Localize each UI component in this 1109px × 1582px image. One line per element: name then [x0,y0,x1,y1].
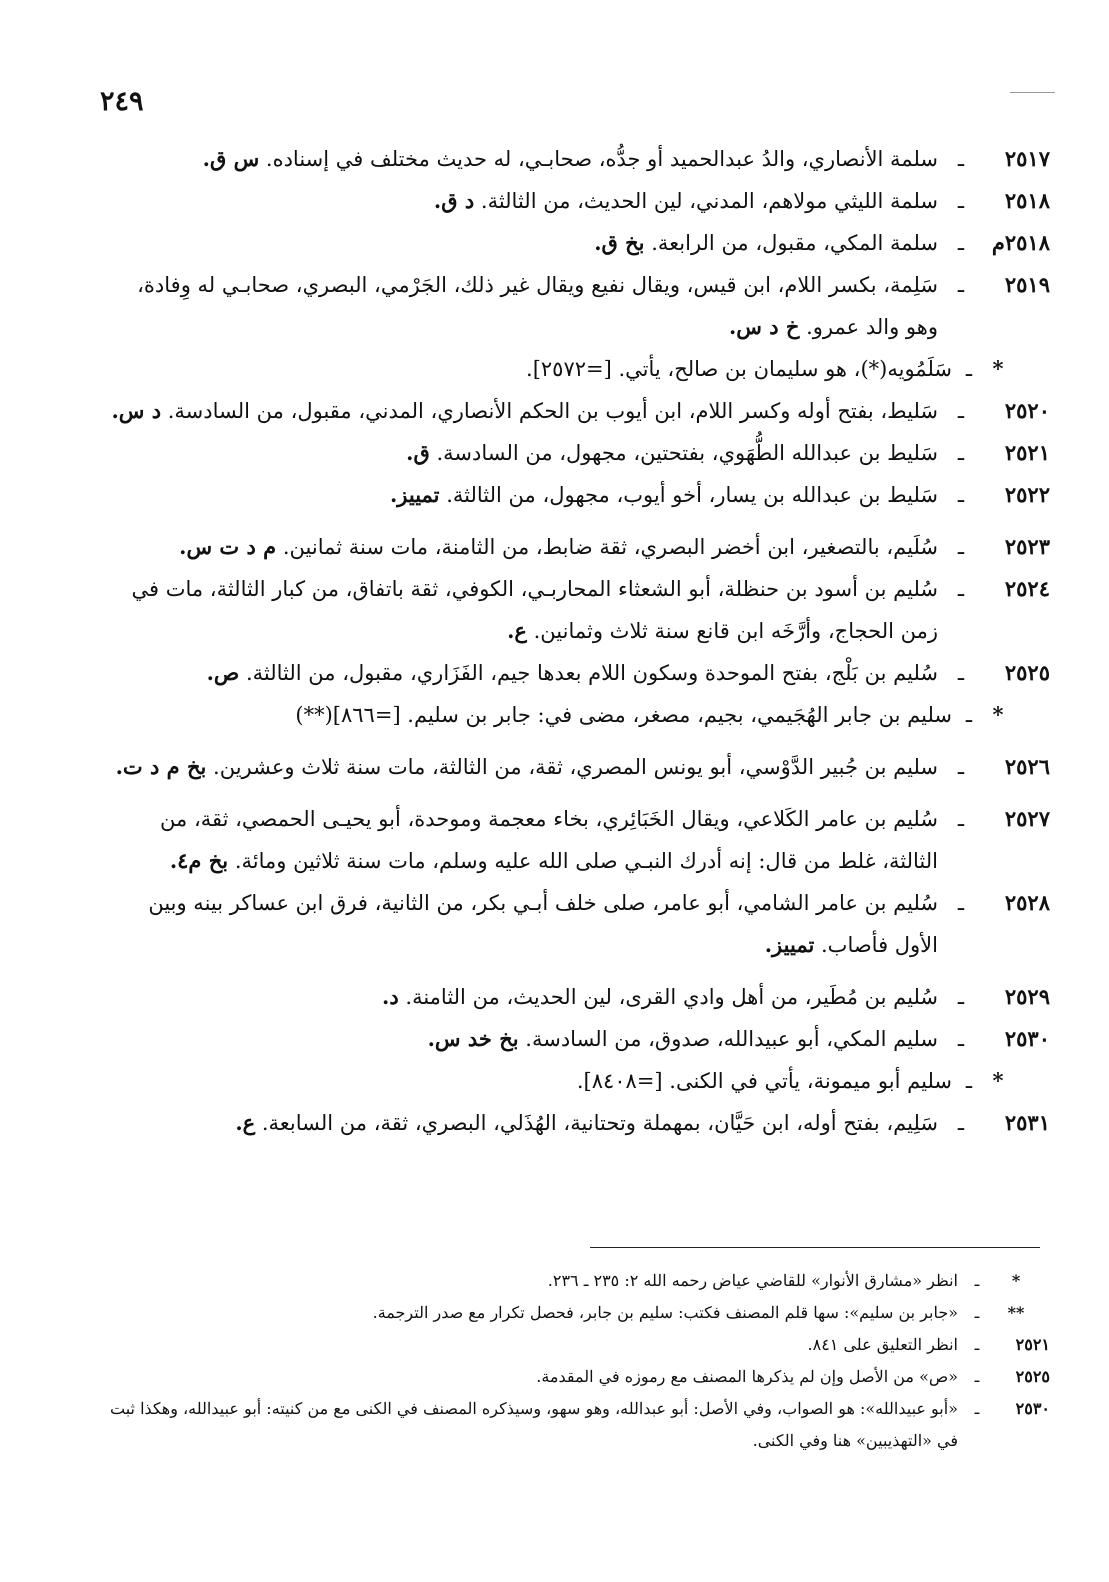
entry-text: سَليط بن عبدالله الطُّهَوي، بفتحتين، مجهول، من السادسة. [436,441,938,465]
footnote [100,1265,1050,1297]
cross-reference-entry [100,1060,1050,1102]
footnote-number: * [1011,1271,1021,1290]
entry-text: سلمة الليثي مولاهم، المدني، لين الحديث، من الثالثة. [480,189,938,213]
entry-number: ٢٥٣٠ [1004,1026,1050,1051]
cross-reference-entry [100,694,1050,736]
narrator-entry [100,652,1050,694]
entry-dash: ـ [957,985,965,1009]
header-rule [1010,92,1055,93]
entry-dash: ـ [957,1027,965,1051]
source-symbols: بخ م٤. [169,848,229,873]
footnote-text: «ص» من الأصل وإن لم يذكرها المصنف مع رموزه في المقدمة. [536,1367,958,1386]
narrator-entry [100,1102,1050,1144]
entry-text-block [100,180,938,222]
entry-dash: ـ [957,661,965,685]
source-symbols: د س. [111,398,162,423]
entry-dash: ـ [957,399,965,423]
source-symbols: ع. [235,1110,256,1135]
narrator-entry [100,976,1050,1018]
cross-reference-entry [100,348,1050,390]
entry-text-block [100,746,938,788]
source-symbols: س ق. [202,146,260,171]
asterisk-marker: * [992,356,1004,381]
footnote-dash: ـ [974,1399,980,1418]
entry-text: سُليم بن عامر الكَلاعي، ويقال الخَبَائِري، بخاء معجمة وموحدة، أبو يحيـى الحمصي، ثقة، من الثالثة، غلط من قال: إنه أدرك النبـي صلى الله عليه وسلم، مات سنة ثلاثين ومائة. [160,807,938,873]
narrator-entry [100,264,1050,348]
entry-text: سليم أبو ميمونة، يأتي في الكنى. [=٨٤٠٨]. [576,1069,952,1093]
narrator-entry [100,882,1050,966]
source-symbols: م د ت س. [179,534,277,559]
entry-text-block [100,526,938,568]
source-symbols: د ق. [433,188,475,213]
footnote-text: انظر «مشارق الأنوار» للقاضي عياض رحمه الله ٢: ٢٣٥ ـ ٢٣٦. [547,1271,958,1290]
entry-text: سَلَمُويه(*)، هو سليمان بن صالح، يأتي. [=٢٥٧٢]. [526,357,952,381]
footnote-text: «جابر بن سليم»: سها قلم المصنف فكتب: سليم بن جابر، فحصل تكرار مع صدر الترجمة. [372,1303,958,1322]
entry-text-block [100,222,938,264]
entry-number: ٢٥١٨ [1004,188,1050,213]
source-symbols: تمييز. [389,482,440,507]
entry-text-block [100,390,938,432]
page-number: ٢٤٩ [100,86,144,117]
entry-dash: ـ [957,1111,965,1135]
entry-number: ٢٥٢٥ [1004,660,1050,685]
source-symbols: بخ م د ت. [115,754,207,779]
entry-text-block [100,348,952,390]
entry-number: ٢٥٢٨ [1004,890,1050,915]
source-symbols: ص. [206,660,240,685]
footnote [100,1393,1050,1457]
entry-number: ٢٥٢٧ [1004,806,1050,831]
entry-number: ٢٥٢٠ [1004,398,1050,423]
entry-dash: ـ [957,891,965,915]
entry-text: سلمة المكي، مقبول، من الرابعة. [651,231,938,255]
entry-dash: ـ [965,357,973,381]
entry-text-block [100,138,938,180]
entry-text: سُليم بن بَلْج، بفتح الموحدة وسكون اللام بعدها جيم، الفَزَاري، مقبول، من الثالثة. [245,661,938,685]
entry-number: ٢٥٢٢ [1004,482,1050,507]
footnote [100,1329,1050,1361]
entry-dash: ـ [957,535,965,559]
narrator-entry [100,1018,1050,1060]
entry-text: سَلِيم، بفتح أوله، ابن حَيَّان، بمهملة وتحتانية، الهُذَلي، البصري، ثقة، من السابعة. [261,1111,938,1135]
entry-text-block [100,264,938,348]
source-symbols: بخ خد س. [427,1026,519,1051]
entry-dash: ـ [957,273,965,297]
source-symbols: خ د س. [728,314,800,339]
entry-dash: ـ [957,483,965,507]
entry-dash: ـ [957,189,965,213]
entry-dash: ـ [965,1069,973,1093]
entry-number: ٢٥٢٣ [1004,534,1050,559]
entry-text: سَليط بن عبدالله بن يسار، أخو أيوب، مجهول، من الثالثة. [446,483,938,507]
footnote-text: «أبو عبيدالله»: هو الصواب، وفي الأصل: أبو عبدالله، وهو سهو، وسيذكره المصنف في الكنى مع من كنيته: أبو عبيدالله، وهكذا ثبت في «التهذيبين» هنا وفي الكنى. [110,1399,958,1450]
source-symbols: ع. [507,618,527,643]
narrator-entry [100,798,1050,882]
footnote [100,1361,1050,1393]
entry-dash: ـ [957,807,965,831]
entry-text-block [100,1102,938,1144]
footnote [100,1297,1050,1329]
entry-text-block [100,1060,952,1102]
asterisk-marker: * [992,702,1004,727]
source-symbols: بخ ق. [594,230,645,255]
entry-text: سُليم بن عامر الشامي، أبو عامر، صلى خلف أبـي بكر، من الثانية، فرق ابن عساكر بينه وبين الأول فأصاب. [148,891,938,957]
entry-text-block [100,432,938,474]
entry-text-block [100,694,952,736]
footnote-dash: ـ [974,1271,980,1290]
footnotes-list [100,1265,1050,1457]
entry-number: ٢٥٣١ [1004,1110,1050,1135]
entry-text: سليم بن جُبير الدَّوْسي، أبو يونس المصري، ثقة، من الثالثة، مات سنة ثلاث وعشرين. [213,755,938,779]
entry-text: سُلَيم، بالتصغير، ابن أخضر البصري، ثقة ضابط، من الثامنة، مات سنة ثمانين. [282,535,938,559]
entry-number: ٢٥٢٦ [1004,754,1050,779]
entry-dash: ـ [957,577,965,601]
entry-text-block [100,474,938,516]
narrator-entry [100,746,1050,788]
entry-dash: ـ [957,147,965,171]
asterisk-marker: * [992,1068,1004,1093]
narrator-entry [100,526,1050,568]
entry-text-block [100,798,938,882]
entry-text-block [100,882,938,966]
entries-list [100,138,1050,1144]
entry-dash: ـ [957,755,965,779]
footnote-separator [590,1247,1040,1248]
footnote-number: ** [1007,1303,1025,1322]
entry-text-block [100,976,938,1018]
footnote-number: ٢٥٣٠ [1015,1399,1050,1418]
narrator-entry [100,180,1050,222]
entry-text: سَلِمة، بكسر اللام، ابن قيس، ويقال نفيع ويقال غير ذلك، الجَرْمي، البصري، صحابـي له وِفادة، وهو والد عمرو. [137,273,938,339]
footnote-dash: ـ [974,1367,980,1386]
entry-number: ٢٥١٩ [1004,272,1050,297]
entry-text: سليم بن جابر الهُجَيمي، بجيم، مصغر، مضى في: جابر بن سليم. [=٨٦٦](**) [295,703,952,727]
entry-dash: ـ [957,441,965,465]
entry-text-block [100,1018,938,1060]
entry-number: ٢٥١٨م [991,230,1050,255]
footnote-number: ٢٥٢٥ [1015,1367,1050,1386]
entry-text-block [100,568,938,652]
narrator-entry [100,568,1050,652]
entry-number: ٢٥٢١ [1004,440,1050,465]
entry-text: سُليم بن أسود بن حنظلة، أبو الشعثاء المحاربـي، الكوفي، ثقة باتفاق، من كبار الثالثة، مات في زمن الحجاج، وأرَّخَه ابن قانع سنة ثلاث وثمانين. [131,577,938,643]
entry-text: سليم المكي، أبو عبيدالله، صدوق، من السادسة. [525,1027,938,1051]
narrator-entry [100,138,1050,180]
entry-dash: ـ [965,703,973,727]
entry-text: سلمة الأنصاري، والدُ عبدالحميد أو جدُّه، صحابـي، له حديث مختلف في إسناده. [265,147,938,171]
footnote-dash: ـ [974,1335,980,1354]
source-symbols: ق. [406,440,430,465]
footnote-dash: ـ [974,1303,980,1322]
source-symbols: د. [382,984,399,1009]
entry-number: ٢٥١٧ [1004,146,1050,171]
entry-number: ٢٥٢٩ [1004,984,1050,1009]
narrator-entry [100,390,1050,432]
entry-text-block [100,652,938,694]
footnote-text: انظر التعليق على ٨٤١. [807,1335,958,1354]
source-symbols: تمييز. [764,932,815,957]
narrator-entry [100,474,1050,516]
narrator-entry [100,222,1050,264]
entry-text: سُليم بن مُطَير، من أهل وادي القرى، لين الحديث، من الثامنة. [405,985,938,1009]
narrator-entry [100,432,1050,474]
entry-text: سَليط، بفتح أوله وكسر اللام، ابن أيوب بن الحكم الأنصاري، المدني، مقبول، من السادسة. [167,399,938,423]
entry-dash: ـ [957,231,965,255]
footnote-number: ٢٥٢١ [1015,1335,1050,1354]
entry-number: ٢٥٢٤ [1004,576,1050,601]
